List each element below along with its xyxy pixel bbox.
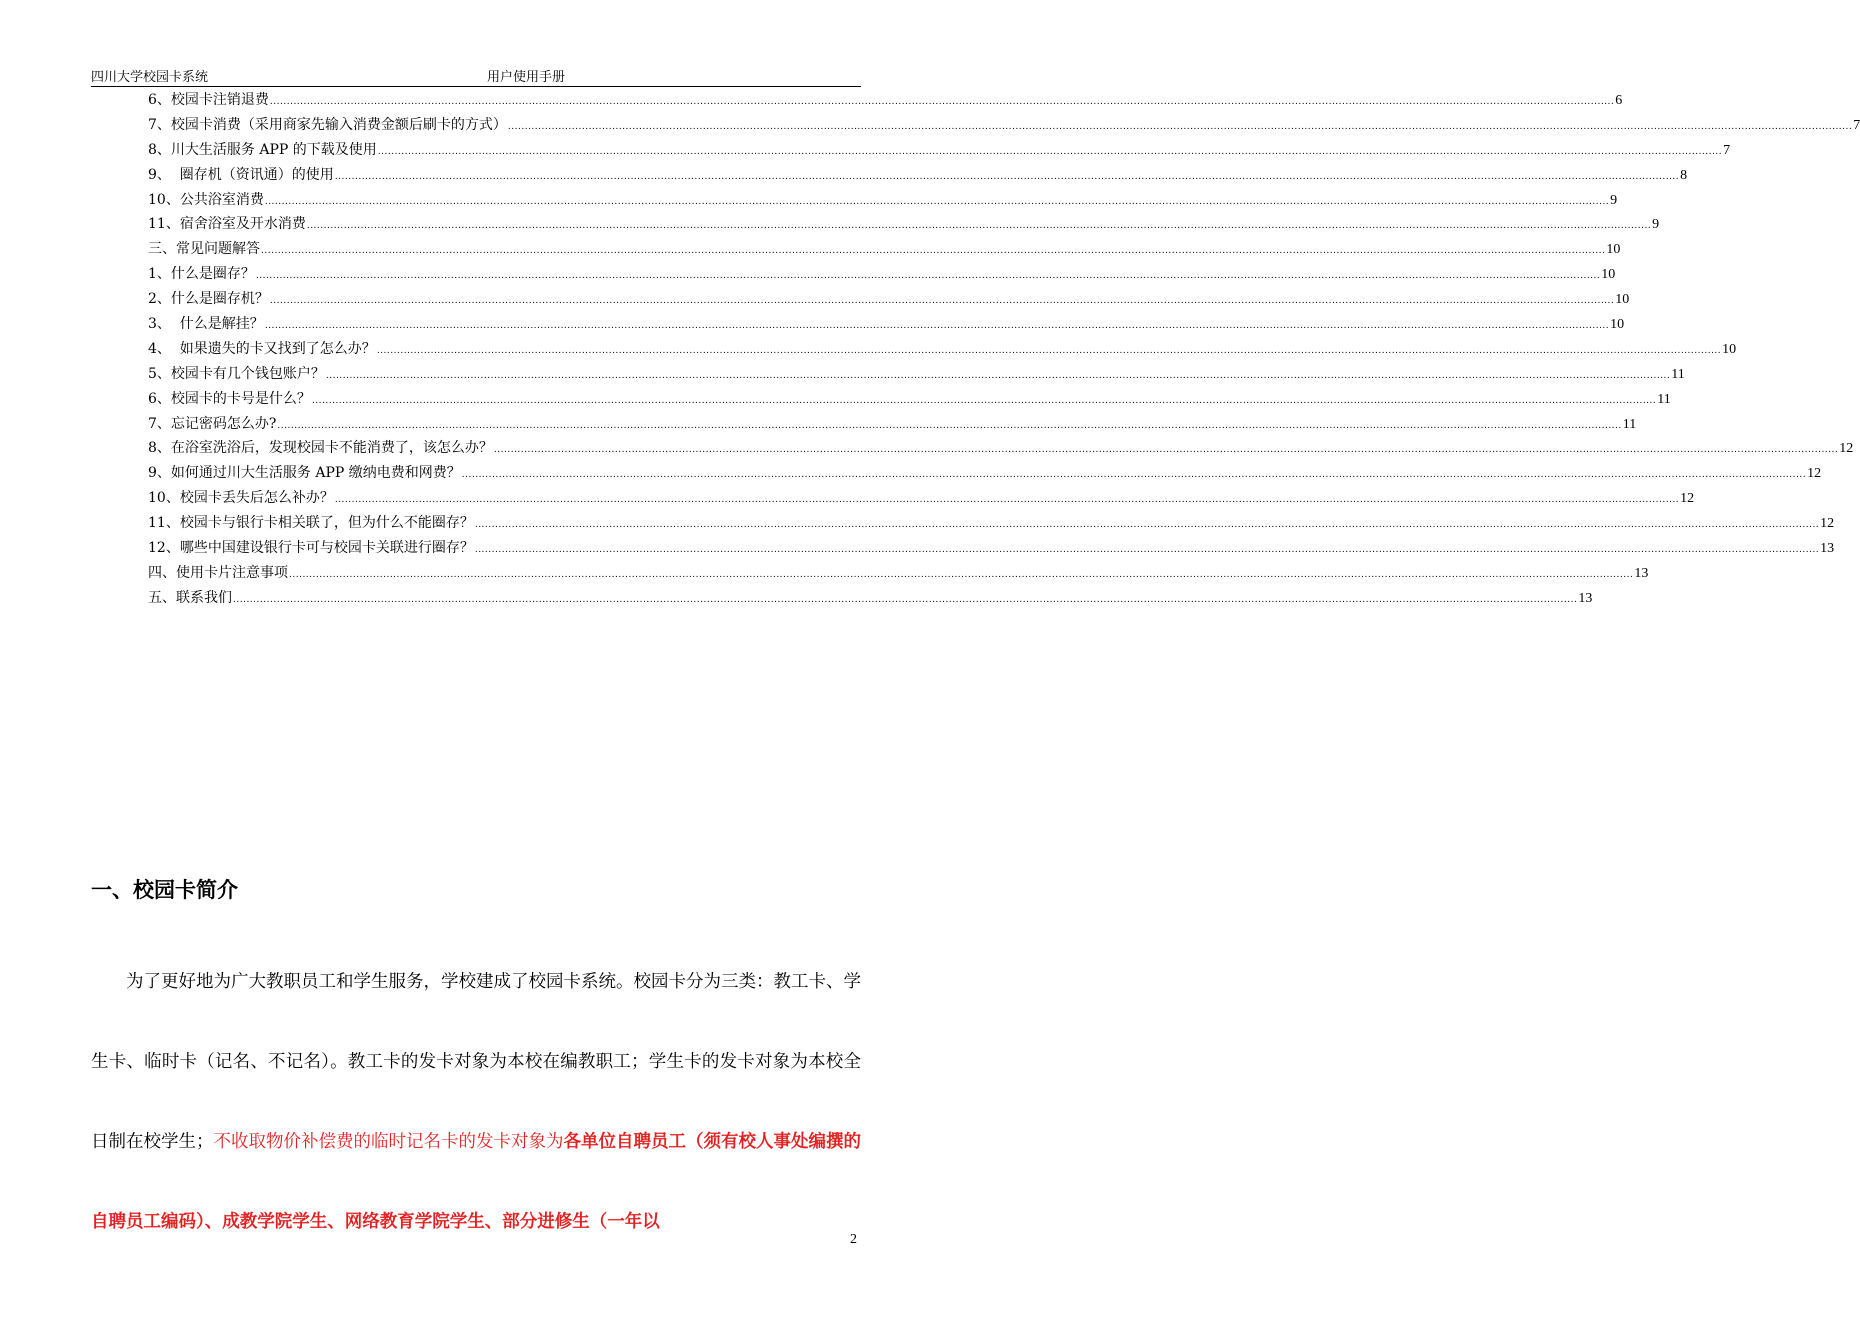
page-number: 2 (850, 1232, 857, 1247)
toc-entry-label: 11、宿舍浴室及开水消费 (148, 216, 306, 233)
toc-leader: ................................................................................................................................................................................................................................................................................................................................................................................................................ (306, 221, 1652, 232)
toc-entry-page: 12 (1820, 516, 1835, 532)
toc-entry-label: 3、 什么是解挂？ (148, 316, 264, 333)
toc-entry-label: 10、公共浴室消费 (148, 191, 264, 208)
toc-entry[interactable] (148, 88, 1623, 113)
toc-leader: ................................................................................................................................................................................................................................................................................................................................................................................................................ (261, 246, 1606, 257)
toc-entry[interactable] (148, 262, 1616, 287)
toc-entry-label: 8、川大生活服务 APP 的下载及使用 (148, 141, 377, 158)
toc-entry[interactable] (148, 486, 1695, 511)
toc-entry-label: 2、什么是圈存机？ (148, 291, 269, 308)
toc-leader: ................................................................................................................................................................................................................................................................................................................................................................................................................ (493, 445, 1839, 456)
toc-entry-label: 7、校园卡消费（采用商家先输入消费金额后刷卡的方式） (148, 116, 507, 133)
toc-entry[interactable] (148, 212, 1660, 237)
toc-leader: ................................................................................................................................................................................................................................................................................................................................................................................................................ (289, 569, 1634, 580)
toc-leader: ................................................................................................................................................................................................................................................................................................................................................................................................................ (474, 520, 1820, 531)
toc-leader: ................................................................................................................................................................................................................................................................................................................................................................................................................ (376, 345, 1722, 356)
toc-entry[interactable] (148, 337, 1737, 362)
toc-entry-label: 四、使用卡片注意事项 (148, 564, 288, 581)
toc-entry[interactable] (148, 436, 1854, 461)
toc-entry-label: 5、校园卡有几个钱包账户？ (148, 365, 325, 382)
toc-entry[interactable] (148, 461, 1822, 486)
toc-entry-label: 4、 如果遗失的卡又找到了怎么办？ (148, 340, 376, 357)
toc-entry-page: 13 (1820, 541, 1835, 557)
toc-leader: ................................................................................................................................................................................................................................................................................................................................................................................................................ (255, 271, 1601, 282)
toc-entry[interactable] (148, 387, 1671, 412)
toc-entry[interactable] (148, 113, 1860, 138)
toc-entry[interactable] (148, 586, 1593, 611)
toc-leader: ................................................................................................................................................................................................................................................................................................................................................................................................................ (507, 121, 1853, 132)
toc-entry[interactable] (148, 163, 1688, 188)
toc-leader: ................................................................................................................................................................................................................................................................................................................................................................................................................ (334, 495, 1680, 506)
toc-entry-page: 9 (1610, 192, 1618, 208)
toc-entry-page: 11 (1657, 391, 1671, 407)
toc-leader: ................................................................................................................................................................................................................................................................................................................................................................................................................ (325, 370, 1671, 381)
toc-entry-page: 7 (1723, 142, 1731, 158)
toc-entry-label: 10、校园卡丢失后怎么补办？ (148, 490, 334, 507)
toc-entry-page: 12 (1680, 491, 1695, 507)
toc-entry-label: 6、校园卡的卡号是什么？ (148, 390, 311, 407)
toc-leader: ................................................................................................................................................................................................................................................................................................................................................................................................................ (277, 420, 1622, 431)
intro-paragraph (91, 942, 861, 1262)
toc-leader: ................................................................................................................................................................................................................................................................................................................................................................................................................ (233, 594, 1578, 605)
toc-entry-page: 7 (1853, 117, 1860, 133)
toc-entry[interactable] (148, 188, 1618, 213)
toc-entry-page: 9 (1652, 217, 1660, 233)
paragraph-text: 为了更好地为广大教职员工和学生服务，学校建成了校园卡系统。校园卡分为三类：教工卡、学生卡、临时卡（记名、不记名）。教工卡的发卡对象为本校在编教职工；学生卡的发卡对象为本校全日制在校学生； (91, 972, 861, 1152)
toc-entry[interactable] (148, 138, 1731, 163)
toc-entry-label: 6、校园卡注销退费 (148, 92, 269, 108)
toc-entry-label: 9、 圈存机（资讯通）的使用 (148, 166, 334, 183)
toc-entry-page: 12 (1839, 441, 1854, 457)
toc-leader: ................................................................................................................................................................................................................................................................................................................................................................................................................ (264, 321, 1610, 332)
toc-leader: ................................................................................................................................................................................................................................................................................................................................................................................................................ (264, 196, 1610, 207)
toc-entry[interactable] (148, 511, 1835, 536)
toc-entry-page: 10 (1722, 341, 1737, 357)
header-subtitle: 用户使用手册 (487, 70, 566, 85)
toc-entry-label: 五、联系我们 (148, 589, 232, 606)
paragraph-highlight-text: 不收取物价补偿费的临时记名卡的发卡对象为 (213, 1132, 564, 1152)
toc-entry-page: 11 (1671, 366, 1685, 382)
toc-entry[interactable] (148, 561, 1649, 586)
toc-entry-page: 13 (1578, 590, 1593, 606)
header-divider (91, 86, 861, 87)
toc-entry-page: 10 (1601, 267, 1616, 283)
toc-leader: ................................................................................................................................................................................................................................................................................................................................................................................................................ (269, 97, 1615, 107)
toc-entry-page: 8 (1680, 167, 1688, 183)
table-of-contents (148, 88, 1860, 611)
toc-entry-label: 8、在浴室洗浴后，发现校园卡不能消费了，该怎么办？ (148, 440, 493, 457)
paragraph-highlight-bold-text: 各单位自聘员工（须有校人事处编撰的自聘员工编码）、成教学院学生、网络教育学院学生、部分进修生（一年以 (91, 1132, 861, 1232)
toc-entry[interactable] (148, 412, 1637, 437)
toc-entry-label: 7、忘记密码怎么办? (148, 415, 277, 432)
toc-entry[interactable] (148, 237, 1621, 262)
toc-entry-page: 10 (1606, 242, 1621, 258)
toc-leader: ................................................................................................................................................................................................................................................................................................................................................................................................................ (311, 395, 1657, 406)
toc-entry-page: 13 (1634, 565, 1649, 581)
toc-entry-label: 9、如何通过川大生活服务 APP 缴纳电费和网费？ (148, 465, 461, 482)
toc-leader: ................................................................................................................................................................................................................................................................................................................................................................................................................ (377, 146, 1723, 157)
toc-entry-page: 10 (1610, 317, 1625, 333)
toc-entry-page: 6 (1615, 93, 1623, 108)
toc-entry[interactable] (148, 312, 1625, 337)
toc-leader: ................................................................................................................................................................................................................................................................................................................................................................................................................ (269, 296, 1615, 307)
toc-entry-page: 11 (1622, 416, 1637, 432)
toc-leader: ................................................................................................................................................................................................................................................................................................................................................................................................................ (474, 545, 1820, 556)
toc-entry-label: 11、校园卡与银行卡相关联了，但为什么不能圈存？ (148, 515, 474, 532)
toc-entry-page: 10 (1615, 292, 1630, 308)
header-title: 四川大学校园卡系统 (91, 70, 209, 85)
toc-entry-page: 12 (1807, 466, 1822, 482)
toc-entry[interactable] (148, 536, 1835, 561)
toc-leader: ................................................................................................................................................................................................................................................................................................................................................................................................................ (461, 470, 1807, 481)
toc-leader: ................................................................................................................................................................................................................................................................................................................................................................................................................ (334, 171, 1680, 182)
toc-entry[interactable] (148, 287, 1630, 312)
section-heading: 一、校园卡简介 (91, 878, 238, 902)
toc-entry-label: 12、哪些中国建设银行卡可与校园卡关联进行圈存？ (148, 540, 474, 557)
toc-entry-label: 1、什么是圈存？ (148, 266, 255, 283)
toc-entry-label: 三、常见问题解答 (148, 241, 260, 258)
toc-entry[interactable] (148, 362, 1685, 387)
